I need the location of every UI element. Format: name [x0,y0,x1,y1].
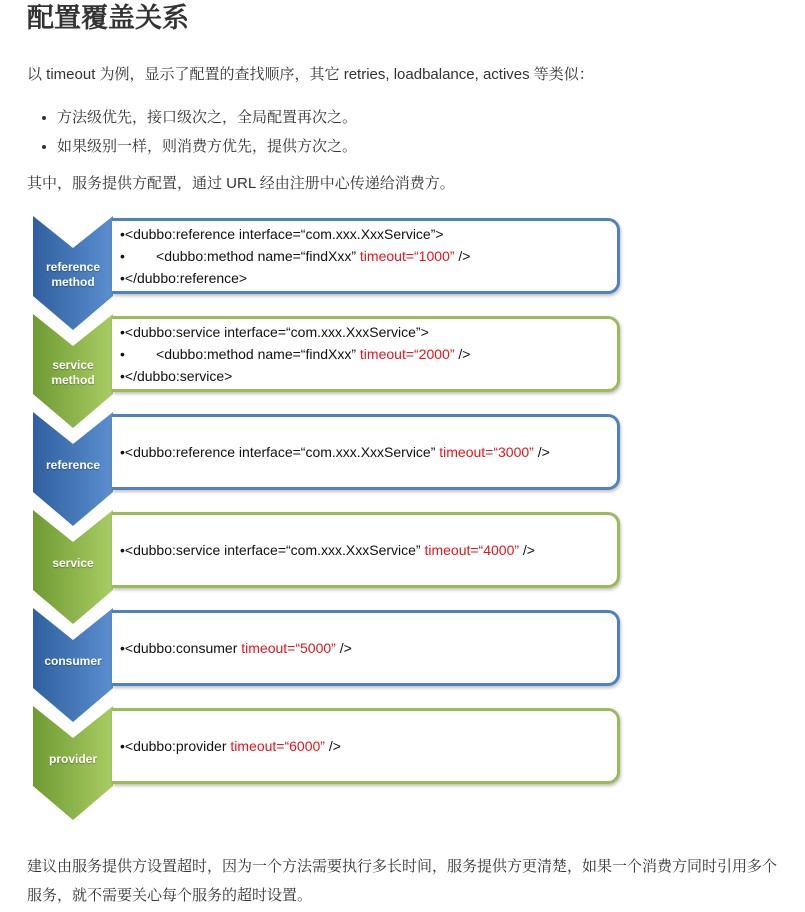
code-text: /> [519,542,535,558]
level-label [33,358,113,388]
code-line [112,735,341,757]
code-text: •<dubbo:service interface=“com.xxx.XxxService”> [120,324,429,340]
code-line [112,637,352,659]
code-line [112,267,470,289]
rule-list [27,103,357,161]
code-line [112,223,470,245]
level-label-line: method [51,275,95,289]
code-text: /> [324,738,341,754]
footer-text: 建议由服务提供方设置超时，因为一个方法需要执行多长时间，服务提供方更清楚，如果一个消费方同时引用多个服务，就不需要关心每个服务的超时设置。 [27,858,778,904]
code-text: •<dubbo:reference interface=“com.xxx.XxxService”> [120,226,444,242]
code-text: •<dubbo:service interface=“com.xxx.XxxService” [120,542,425,558]
page-title: 配置覆盖关系 [27,3,189,33]
level-label [33,260,113,290]
level-label [33,556,113,571]
list-item: • 如果级别一样，则消费方优先，提供方次之。 [57,132,357,161]
code-text: • <dubbo:method name=“findXxx” [120,346,360,362]
list-item: • 方法级优先，接口级次之，全局配置再次之。 [57,103,357,132]
code-text: •<dubbo:consumer [120,640,242,656]
code-text: /> [454,346,471,362]
timeout-value: timeout=“5000” [241,640,336,656]
level-label-line: reference [45,458,101,472]
code-text: • <dubbo:method name=“findXxx” [120,248,360,264]
diagram-block [33,706,623,821]
note-text: 其中，服务提供方配置，通过 URL 经由注册中心传递给消费方。 [27,175,455,192]
code-text: •</dubbo:reference> [120,270,248,286]
level-label-line: method [51,373,95,387]
level-label-line: service [52,556,94,570]
code-text: •<dubbo:provider [120,738,231,754]
code-line [112,539,535,561]
code-text: •</dubbo:service> [120,368,233,384]
diagram-block [33,608,623,723]
level-label-line: provider [48,752,97,766]
config-override-diagram [33,216,623,826]
intro-text: 以 timeout 为例，显示了配置的查找顺序，其它 retries, loadbalance, actives 等类似： [27,66,594,83]
code-line [112,245,470,267]
timeout-value: timeout=“2000” [359,346,455,362]
level-label [33,654,113,669]
code-text: /> [454,248,471,264]
code-text: /> [533,444,550,460]
level-label-line: consumer [44,654,102,668]
level-label [33,458,113,473]
level-label-line: service [52,358,94,372]
code-line [112,365,470,387]
code-text: •<dubbo:reference interface=“com.xxx.XxxService” [120,444,440,460]
diagram-block [33,216,623,331]
code-line [112,343,470,365]
code-text: /> [335,640,352,656]
diagram-block [33,412,623,527]
diagram-block [33,314,623,429]
timeout-value: timeout=“4000” [424,542,520,558]
code-box [112,218,620,294]
timeout-value: timeout=“1000” [359,248,455,264]
timeout-value: timeout=“3000” [439,444,534,460]
timeout-value: timeout=“6000” [230,738,325,754]
code-line [112,441,550,463]
level-label [33,752,113,767]
diagram-block [33,510,623,625]
level-label-line: reference [45,260,101,274]
